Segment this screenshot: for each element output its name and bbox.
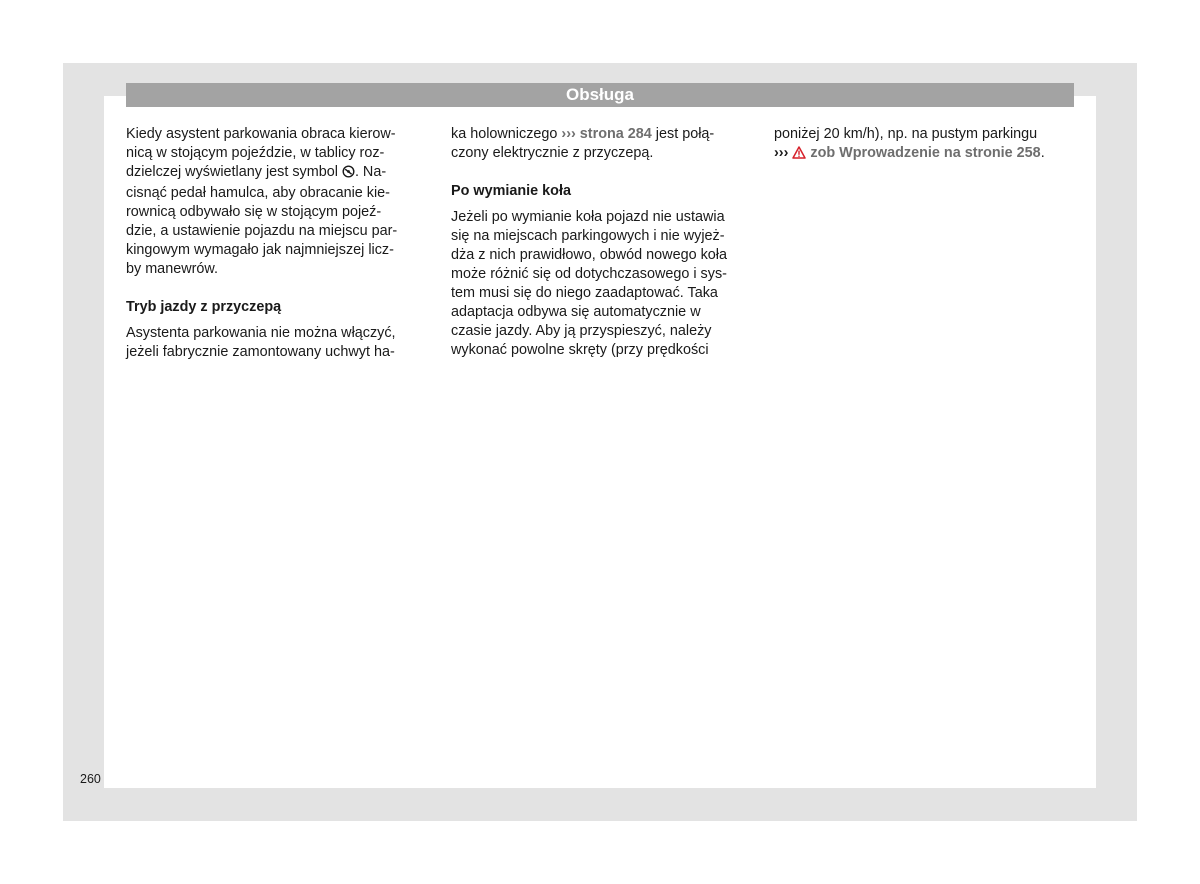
text-column-1	[126, 125, 426, 362]
paragraph-intro: Kiedy asystent parkowania obraca kierow- nicą w stojącym pojeździe, w tablicy roz- dzielczej wyświetlany jest symbol . Na- cisnąć pedał hamulca, aby obracanie kie- rownicą odbywało się w stojącym pojeź- dzie, a ustawienie pojazdu na miejscu par- kingowym wymagało jak najmniejszej licz- by manewrów.	[126, 126, 398, 277]
steering-wheel-parking-icon	[342, 165, 355, 184]
cross-reference-arrows: ›››	[774, 145, 789, 161]
paragraph-wheel-change: Jeżeli po wymianie koła pojazd nie ustawia się na miejscach parkingowych i nie wyjeż- dża z nich prawidłowo, obwód nowego koła może różnić się od dotychczasowego i sys- tem musi się do niego zaadaptować. Taka adaptacja odbywa się automatycznie w czasie jazdy. Aby ją przyspieszyć, należy wykonać powolne skręty (przy prędkości	[451, 209, 727, 358]
subheading-trailer: Tryb jazdy z przyczepą	[126, 299, 282, 315]
section-title: Obsługa	[565, 85, 634, 104]
link-strona-284[interactable]: strona 284	[579, 126, 652, 142]
text-column-2	[451, 125, 756, 360]
link-wprowadzenie-258[interactable]: zob Wprowadzenie na stronie 258	[810, 145, 1041, 161]
cross-reference-arrows: ›››	[561, 126, 576, 142]
warning-triangle-icon	[792, 146, 806, 165]
page-number: 260	[80, 772, 101, 786]
paragraph-trailer: Asystenta parkowania nie można włączyć, jeżeli fabrycznie zamontowany uchwyt ha-	[126, 325, 396, 360]
subheading-wheel-change: Po wymianie koła	[451, 183, 571, 199]
paragraph-trailer-cont: ka holowniczego ››› strona 284 jest połą- czony elektrycznie z przyczepą.	[451, 126, 715, 161]
text-column-3	[774, 125, 1074, 165]
paragraph-wheel-change-cont: poniżej 20 km/h), np. na pustym parkingu ››› zob Wprowadzenie na stronie 258.	[774, 125, 1074, 165]
section-header	[126, 83, 1074, 107]
